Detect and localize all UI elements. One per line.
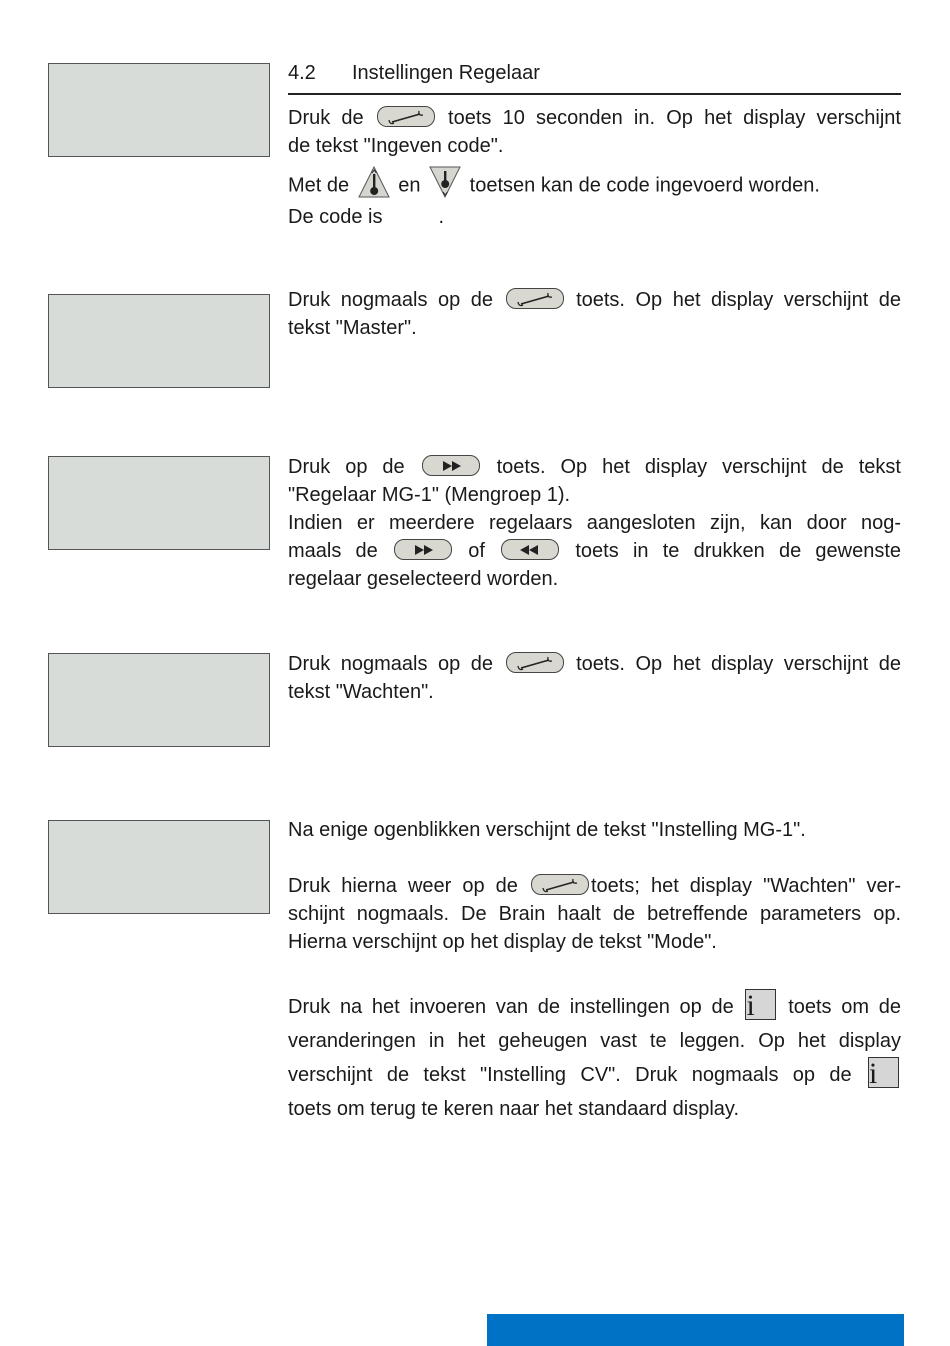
lcd-display-5 (48, 820, 270, 914)
wrench-key-icon (377, 106, 435, 127)
text-line: Druk de toets 10 seconden in. Op het display verschijnt (288, 107, 901, 129)
fast-forward-key-icon (394, 539, 452, 560)
text-line: Hierna verschijnt op het display de tekst "Mode". (288, 931, 717, 953)
text-line: maals de of toets in te drukken de gewenste (288, 540, 902, 562)
text-line: De code is (288, 206, 383, 228)
text-line: toets om terug te keren naar het standaard display. (288, 1098, 740, 1120)
paragraph-enter-code (288, 104, 901, 160)
text-line: "Regelaar MG-1" (Mengroep 1). (288, 484, 571, 506)
lcd-display-2 (48, 294, 270, 388)
paragraph-save-settings (288, 990, 901, 1126)
thermometer-up-key-icon (357, 165, 391, 199)
paragraph-master (288, 286, 901, 342)
text-line: veranderingen in het geheugen vast te leggen. Op het display (288, 1030, 901, 1052)
paragraph-wachten (288, 650, 901, 706)
text-line: Druk nogmaals op de toets. Op het display verschijnt de (288, 653, 902, 675)
text-line: Druk op de toets. Op het display verschijnt de tekst (288, 456, 901, 478)
text-line: tekst "Wachten". (288, 681, 434, 703)
rewind-key-icon (501, 539, 559, 560)
text-line: verschijnt de tekst "Instelling CV". Druk nogmaals op de i (288, 1058, 901, 1092)
thermometer-down-key-icon (428, 165, 462, 199)
lcd-display-3 (48, 456, 270, 550)
text-line: Druk hierna weer op de toets; het display "Wachten" ver- (288, 875, 902, 897)
section-title: Instellingen Regelaar (352, 62, 540, 84)
paragraph-instelling (288, 816, 901, 844)
paragraph-code-value (288, 203, 901, 231)
footer-accent-bar (487, 1314, 904, 1346)
text-line: Druk na het invoeren van de instellingen op de i toets om de (288, 989, 901, 1023)
section-heading (288, 62, 901, 95)
lcd-display-4 (48, 653, 270, 747)
wrench-key-icon (506, 288, 564, 309)
text-line: regelaar geselecteerd worden. (288, 568, 559, 590)
fast-forward-key-icon (422, 455, 480, 476)
text-period: . (438, 206, 445, 228)
wrench-key-icon (506, 652, 564, 673)
text-line: de tekst "Ingeven code". (288, 135, 504, 157)
paragraph-arrow-keys (288, 169, 901, 203)
info-key-icon: i (868, 1057, 899, 1088)
paragraph-parameters (288, 872, 901, 956)
text-line: Druk nogmaals op de toets. Op het display verschijnt de (288, 289, 902, 311)
info-key-icon: i (745, 989, 776, 1020)
text-line: Met de en toetsen kan de code ingevoerd worden. (288, 169, 901, 203)
lcd-display-1 (48, 63, 270, 157)
text-line: Indien er meerdere regelaars aangesloten zijn, kan door nog- (288, 512, 901, 534)
text-line: Na enige ogenblikken verschijnt de tekst "Instelling MG-1". (288, 819, 806, 841)
text-line: tekst "Master". (288, 317, 417, 339)
paragraph-regelaar (288, 453, 901, 593)
text-line: schijnt nogmaals. De Brain haalt de betreffende parameters op. (288, 903, 901, 925)
wrench-key-icon (531, 874, 589, 895)
section-number: 4.2 (288, 62, 316, 84)
